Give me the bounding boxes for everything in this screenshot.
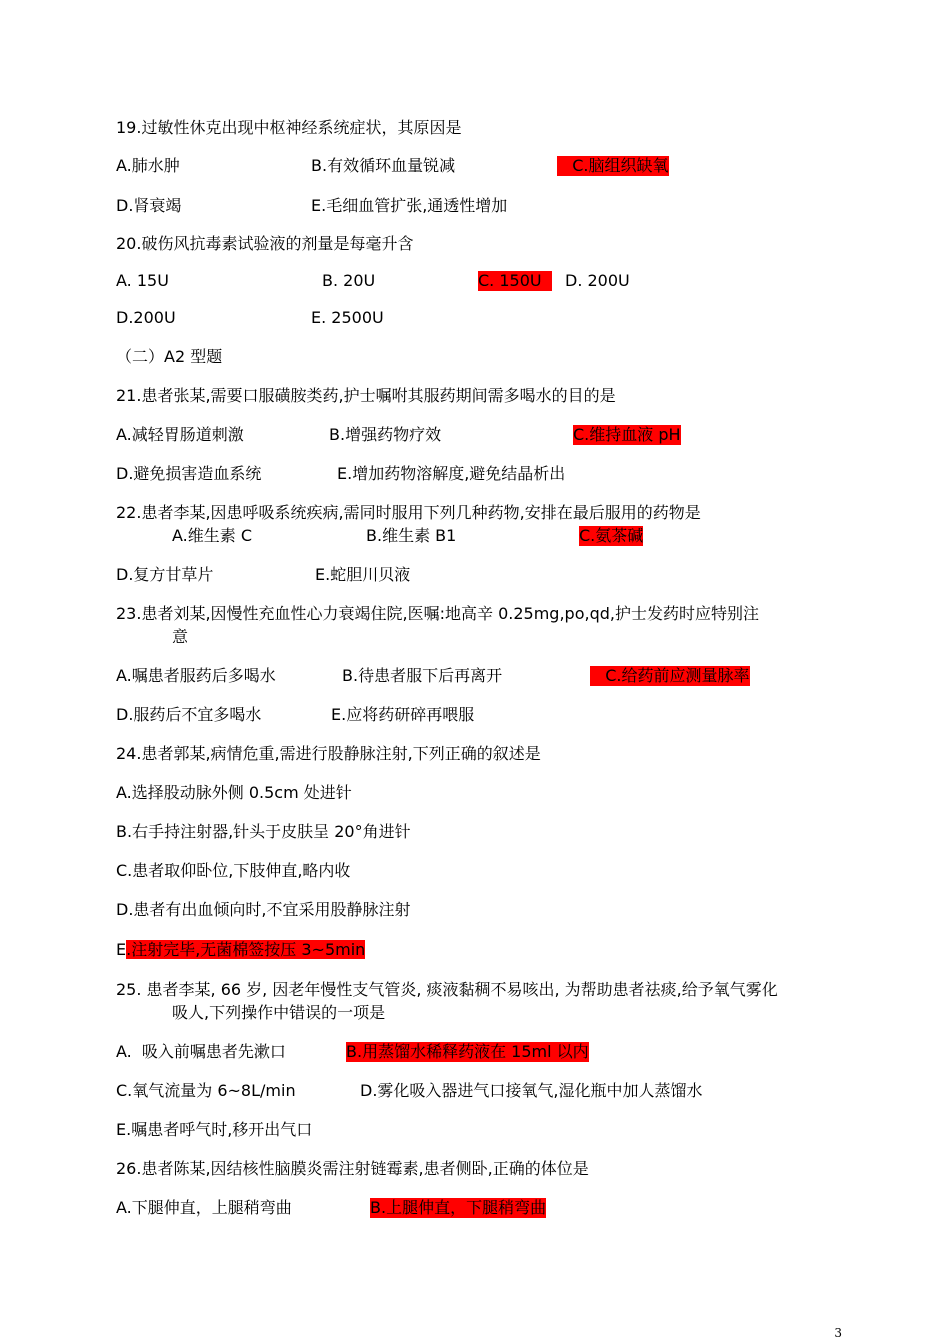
- q22-option-a: A.维生素 C: [172, 526, 253, 545]
- q20-option-e: E. 2500U: [311, 308, 384, 327]
- q26-option-b-answer: B.上腿伸直，下腿稍弯曲: [370, 1198, 547, 1217]
- q22-option-b: B.维生素 B1: [366, 526, 457, 545]
- q25-option-d: D.雾化吸入器进气口接氧气,湿化瓶中加人蒸馏水: [360, 1081, 703, 1100]
- q20-stem: 20.破伤风抗毒素试验液的剂量是每毫升含: [116, 234, 414, 253]
- q20-option-d-inline: D. 200U: [565, 271, 630, 290]
- q22-option-e: E.蛇胆川贝液: [315, 565, 411, 584]
- q23-stem-continued: 意: [172, 627, 189, 646]
- q24-stem: 24.患者郭某,病情危重,需进行股静脉注射,下列正确的叙述是: [116, 744, 541, 763]
- q19-option-a: A.肺水肿: [116, 156, 180, 175]
- q21-option-b: B.增强药物疗效: [329, 425, 442, 444]
- q23-option-e: E.应将药研碎再喂服: [331, 705, 475, 724]
- q23-option-d: D.服药后不宜多喝水: [116, 705, 262, 724]
- q19-option-b: B.有效循环血量锐减: [311, 156, 456, 175]
- q26-stem: 26.患者陈某,因结核性脑膜炎需注射链霉素,患者侧卧,正确的体位是: [116, 1159, 589, 1178]
- q19-option-c-answer: C.脑组织缺氧: [557, 156, 669, 175]
- section-heading: （二）A2 型题: [116, 347, 223, 366]
- q22-stem: 22.患者李某,因患呼吸系统疾病,需同时服用下列几种药物,安排在最后服用的药物是: [116, 503, 701, 522]
- q24-option-d: D.患者有出血倾向时,不宜采用股静脉注射: [116, 900, 411, 919]
- q24-option-e-prefix: E: [116, 940, 127, 959]
- q25-option-e: E.嘱患者呼气时,移开出气口: [116, 1120, 313, 1139]
- q20-option-b: B. 20U: [322, 271, 376, 290]
- q23-option-c-answer: C.给药前应测量脉率: [590, 666, 750, 685]
- page-number: 3: [834, 1326, 842, 1340]
- q25-option-a: A. 吸入前嘱患者先漱口: [116, 1042, 286, 1061]
- q23-option-a: A.嘱患者服药后多喝水: [116, 666, 276, 685]
- q19-option-e: E.毛细血管扩张,通透性增加: [311, 196, 508, 215]
- q24-option-e-answer: [116, 940, 365, 960]
- q25-stem-continued: 吸人,下列操作中错误的一项是: [172, 1003, 386, 1022]
- q21-option-d: D.避免损害造血系统: [116, 464, 262, 483]
- q23-option-b: B.待患者服下后再离开: [342, 666, 503, 685]
- q21-option-e: E.增加药物溶解度,避免结晶析出: [337, 464, 566, 483]
- q26-option-a: A.下腿伸直，上腿稍弯曲: [116, 1198, 292, 1217]
- q20-option-d: D.200U: [116, 308, 176, 327]
- q20-option-c-answer: C. 150U: [478, 271, 552, 290]
- q25-option-b-answer: B.用蒸馏水稀释药液在 15ml 以内: [346, 1042, 589, 1061]
- q24-option-e-text: .注射完毕,无菌棉签按压 3~5min: [126, 940, 366, 959]
- q24-option-b: B.右手持注射器,针头于皮肤呈 20°角进针: [116, 822, 411, 841]
- q22-option-c-answer: C.氨茶碱: [579, 526, 644, 545]
- q22-option-d: D.复方甘草片: [116, 565, 214, 584]
- q20-option-a: A. 15U: [116, 271, 169, 290]
- q19-option-d: D.肾衰竭: [116, 196, 182, 215]
- q24-option-c: C.患者取仰卧位,下肢伸直,略内收: [116, 861, 351, 880]
- q25-stem: 25. 患者李某, 66 岁, 因老年慢性支气管炎, 痰液黏稠不易咳出, 为帮助患者祛痰,给予氧气雾化: [116, 980, 778, 999]
- q25-option-c: C.氧气流量为 6~8L/min: [116, 1081, 296, 1100]
- q19-stem: 19.过敏性休克出现中枢神经系统症状，其原因是: [116, 118, 462, 137]
- q21-stem: 21.患者张某,需要口服磺胺类药,护士嘱咐其服药期间需多喝水的目的是: [116, 386, 616, 405]
- q21-option-c-answer: C.维持血液 pH: [573, 425, 681, 444]
- q23-stem: 23.患者刘某,因慢性充血性心力衰竭住院,医嘱:地高辛 0.25mg,po,qd,护士发药时应特别注: [116, 604, 759, 623]
- q21-option-a: A.减轻胃肠道刺激: [116, 425, 244, 444]
- q24-option-a: A.选择股动脉外侧 0.5cm 处进针: [116, 783, 352, 802]
